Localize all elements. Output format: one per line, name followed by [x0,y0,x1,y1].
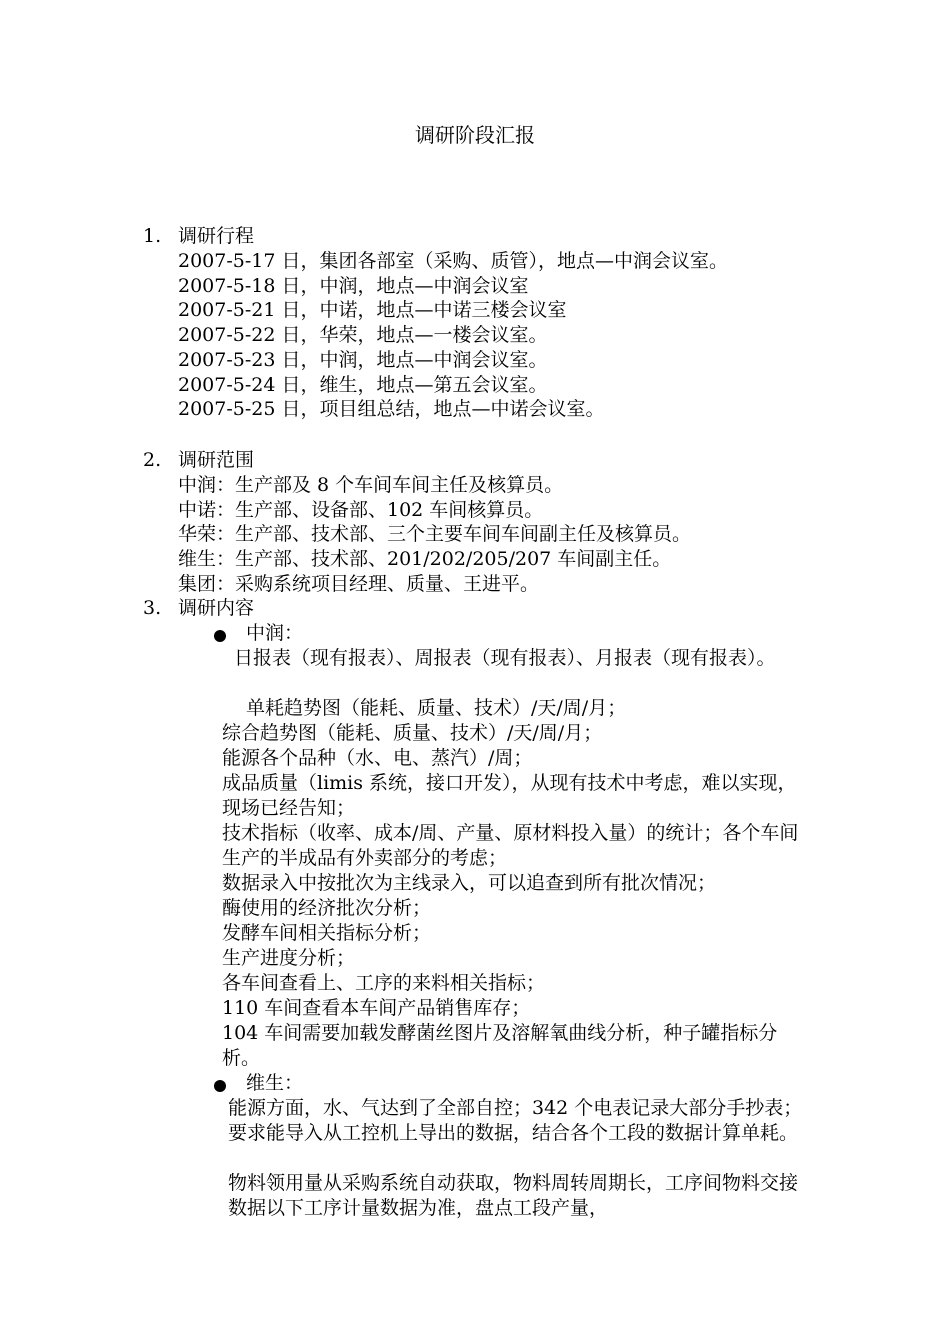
content-item: 成品质量（limis 系统，接口开发），从现有技术中考虑，难以实现，现场已经告知； [222,772,797,819]
itinerary-line: 2007-5-21 日，中诺，地点—中诺三楼会议室 [178,299,567,322]
content-item: 104 车间需要加载发酵菌丝图片及溶解氧曲线分析，种子罐指标分析。 [222,1022,778,1069]
section-3-heading: 调研内容 [178,597,255,619]
content-item: 数据录入中按批次为主线录入，可以追查到所有批次情况； [222,872,717,894]
content-item: 技术指标（收率、成本/周、产量、原材料投入量）的统计；各个车间生产的半成品有外卖部分的考虑； [222,822,799,869]
content-item: 能源方面，水、气达到了全部自控；342 个电表记录大部分手抄表；要求能导入从工控机上导出的数据，结合各个工段的数据计算单耗。 [228,1097,803,1144]
page-title: 调研阶段汇报 [415,123,535,147]
scope-line: 中诺：生产部、设备部、102 车间核算员。 [178,498,544,521]
section-1-number: 1. [143,225,162,247]
zhongrun-intro: 日报表（现有报表）、周报表（现有报表）、月报表（现有报表）。 [234,647,776,669]
section-2-number: 2. [143,449,162,471]
scope-list [178,473,691,597]
content-item: 综合趋势图（能耗、质量、技术）/天/周/月； [222,722,603,744]
bullet-icon [214,630,226,642]
section-1-heading: 调研行程 [178,225,255,247]
section-2-heading: 调研范围 [178,449,255,471]
content-item: 110 车间查看本车间产品销售库存； [222,997,531,1019]
content-item: 发酵车间相关指标分析； [222,922,432,944]
section-3-number: 3. [143,597,162,619]
group-label-zhongrun: 中润： [246,622,304,644]
content-item: 生产进度分析； [222,947,356,969]
itinerary-line: 2007-5-25 日，项目组总结，地点—中诺会议室。 [178,398,605,421]
scope-line: 维生：生产部、技术部、201/202/205/207 车间副主任。 [178,548,672,571]
content-item: 物料领用量从采购系统自动获取，物料周转周期长，工序间物料交接数据以下工序计量数据为准，盘点工段产量， [228,1172,799,1219]
itinerary-line: 2007-5-24 日，维生，地点—第五会议室。 [178,373,548,396]
group-label-weisheng: 维生： [246,1072,304,1094]
itinerary-line: 2007-5-22 日，华荣，地点—一楼会议室。 [178,324,548,347]
bullet-icon [214,1080,226,1092]
itinerary-line: 2007-5-17 日，集团各部室（采购、质管），地点—中润会议室。 [178,250,728,272]
scope-line: 中润：生产部及 8 个车间车间主任及核算员。 [178,474,564,496]
scope-line: 集团：采购系统项目经理、质量、王进平。 [178,572,540,595]
itinerary-line: 2007-5-18 日，中润，地点—中润会议室 [178,274,529,297]
scope-line: 华荣：生产部、技术部、三个主要车间车间副主任及核算员。 [178,523,692,546]
content-item: 各车间查看上、工序的来料相关指标； [222,972,546,994]
itinerary-list [178,249,728,422]
content-item: 单耗趋势图（能耗、质量、技术）/天/周/月； [246,697,627,719]
content-item: 能源各个品种（水、电、蒸汽）/周； [222,747,533,769]
itinerary-line: 2007-5-23 日，中润，地点—中润会议室。 [178,348,548,371]
content-item: 酶使用的经济批次分析； [222,897,432,919]
